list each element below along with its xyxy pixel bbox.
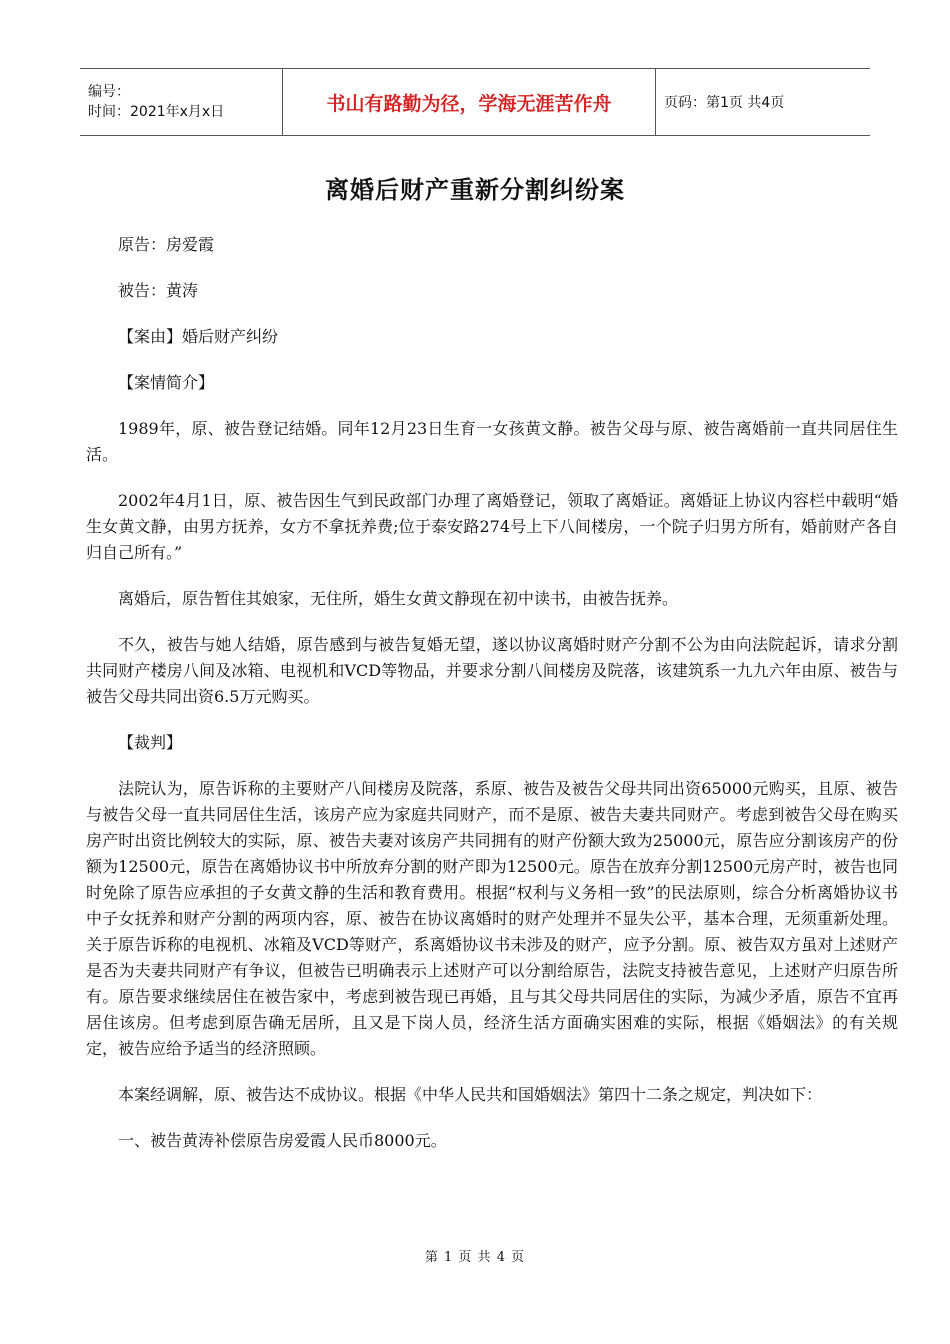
document-title: 离婚后财产重新分割纠纷案 [325,176,625,204]
defendant-line: 被告：黄涛 [118,281,199,300]
verdict-item-1: 一、被告黄涛补偿原告房爱霞人民币8000元。 [118,1131,447,1150]
facts-paragraph-2: 2002年4月1日，原、被告因生气到民政部门办理了离婚登记，领取了离婚证。离婚证上协议内容栏中载明“婚生女黄文静，由男方抚养，女方不拿抚养费;位于泰安路274号上下八间楼房，一个院子归男方所有，婚前财产各自归自己所有。” [86,491,898,562]
facts-paragraph-4: 不久，被告与她人结婚，原告感到与被告复婚无望，遂以协议离婚时财产分割不公为由向法院起诉，请求分割共同财产楼房八间及冰箱、电视机和VCD等物品，并要求分割八间楼房及院落，该建筑系一九九六年由原、被告与被告父母共同出资6.5万元购买。 [86,635,898,706]
facts-paragraph-1: 1989年，原、被告登记结婚。同年12月23日生育一女孩黄文静。被告父母与原、被告离婚前一直共同居住生活。 [86,419,898,464]
page-label: 页码：第1页 共4页 [664,95,785,111]
judgment-paragraph-1: 法院认为，原告诉称的主要财产八间楼房及院落，系原、被告及被告父母共同出资65000元购买，且原、被告与被告父母一直共同居住生活，该房产应为家庭共同财产，而不是原、被告夫妻共同财产。考虑到被告父母在购买房产时出资比例较大的实际，原、被告夫妻对该房产共同拥有的财产份额大致为25000元，原告应分割该房产的份额为12500元，原告在离婚协议书中所放弃分割的财产即为12500元。原告在放弃分割12500元房产时，被告也同时免除了原告应承担的子女黄文静的生活和教育费用。根据“权利与义务相一致”的民法原则，综合分析离婚协议书中子女抚养和财产分割的两项内容，原、被告在协议离婚时的财产处理并不显失公平，基本合理，无须重新处理。关于原告诉称的电视机、冰箱及VCD等财产，系离婚协议书未涉及的财产，应予分割。原、被告双方虽对上述财产是否为夫妻共同财产有争议，但被告已明确表示上述财产可以分割给原告，法院支持被告意见，上述财产归原告所有。原告要求继续居住在被告家中，考虑到被告现已再婚，且与其父母共同居住的实际，为减少矛盾，原告不宜再居住该房。但考虑到原告确无居所，且又是下岗人员，经济生活方面确实困难的实际，根据《婚姻法》的有关规定，被告应给予适当的经济照顾。 [86,779,898,1058]
header-motto-cell [282,69,656,135]
plaintiff-line: 原告：房爱霞 [118,235,215,254]
cause-heading: 【案由】婚后财产纠纷 [118,327,279,346]
header-table [80,68,870,136]
judgment-heading: 【裁判】 [118,733,183,752]
motto-text: 书山有路勤为径，学海无涯苦作舟 [326,92,612,115]
page-footer: 第 1 页 共 4 页 [424,1250,526,1265]
number-label: 编号： [88,84,130,100]
document-body [86,232,898,1174]
judgment-paragraph-2: 本案经调解，原、被告达不成协议。根据《中华人民共和国婚姻法》第四十二条之规定，判决如下： [118,1085,823,1104]
header-meta [80,69,282,135]
header-page-cell [656,69,870,135]
facts-paragraph-3: 离婚后，原告暂住其娘家，无住所，婚生女黄文静现在初中读书，由被告抚养。 [118,589,679,608]
date-label: 时间：2021年x月x日 [88,104,225,120]
facts-heading: 【案情简介】 [118,373,215,392]
